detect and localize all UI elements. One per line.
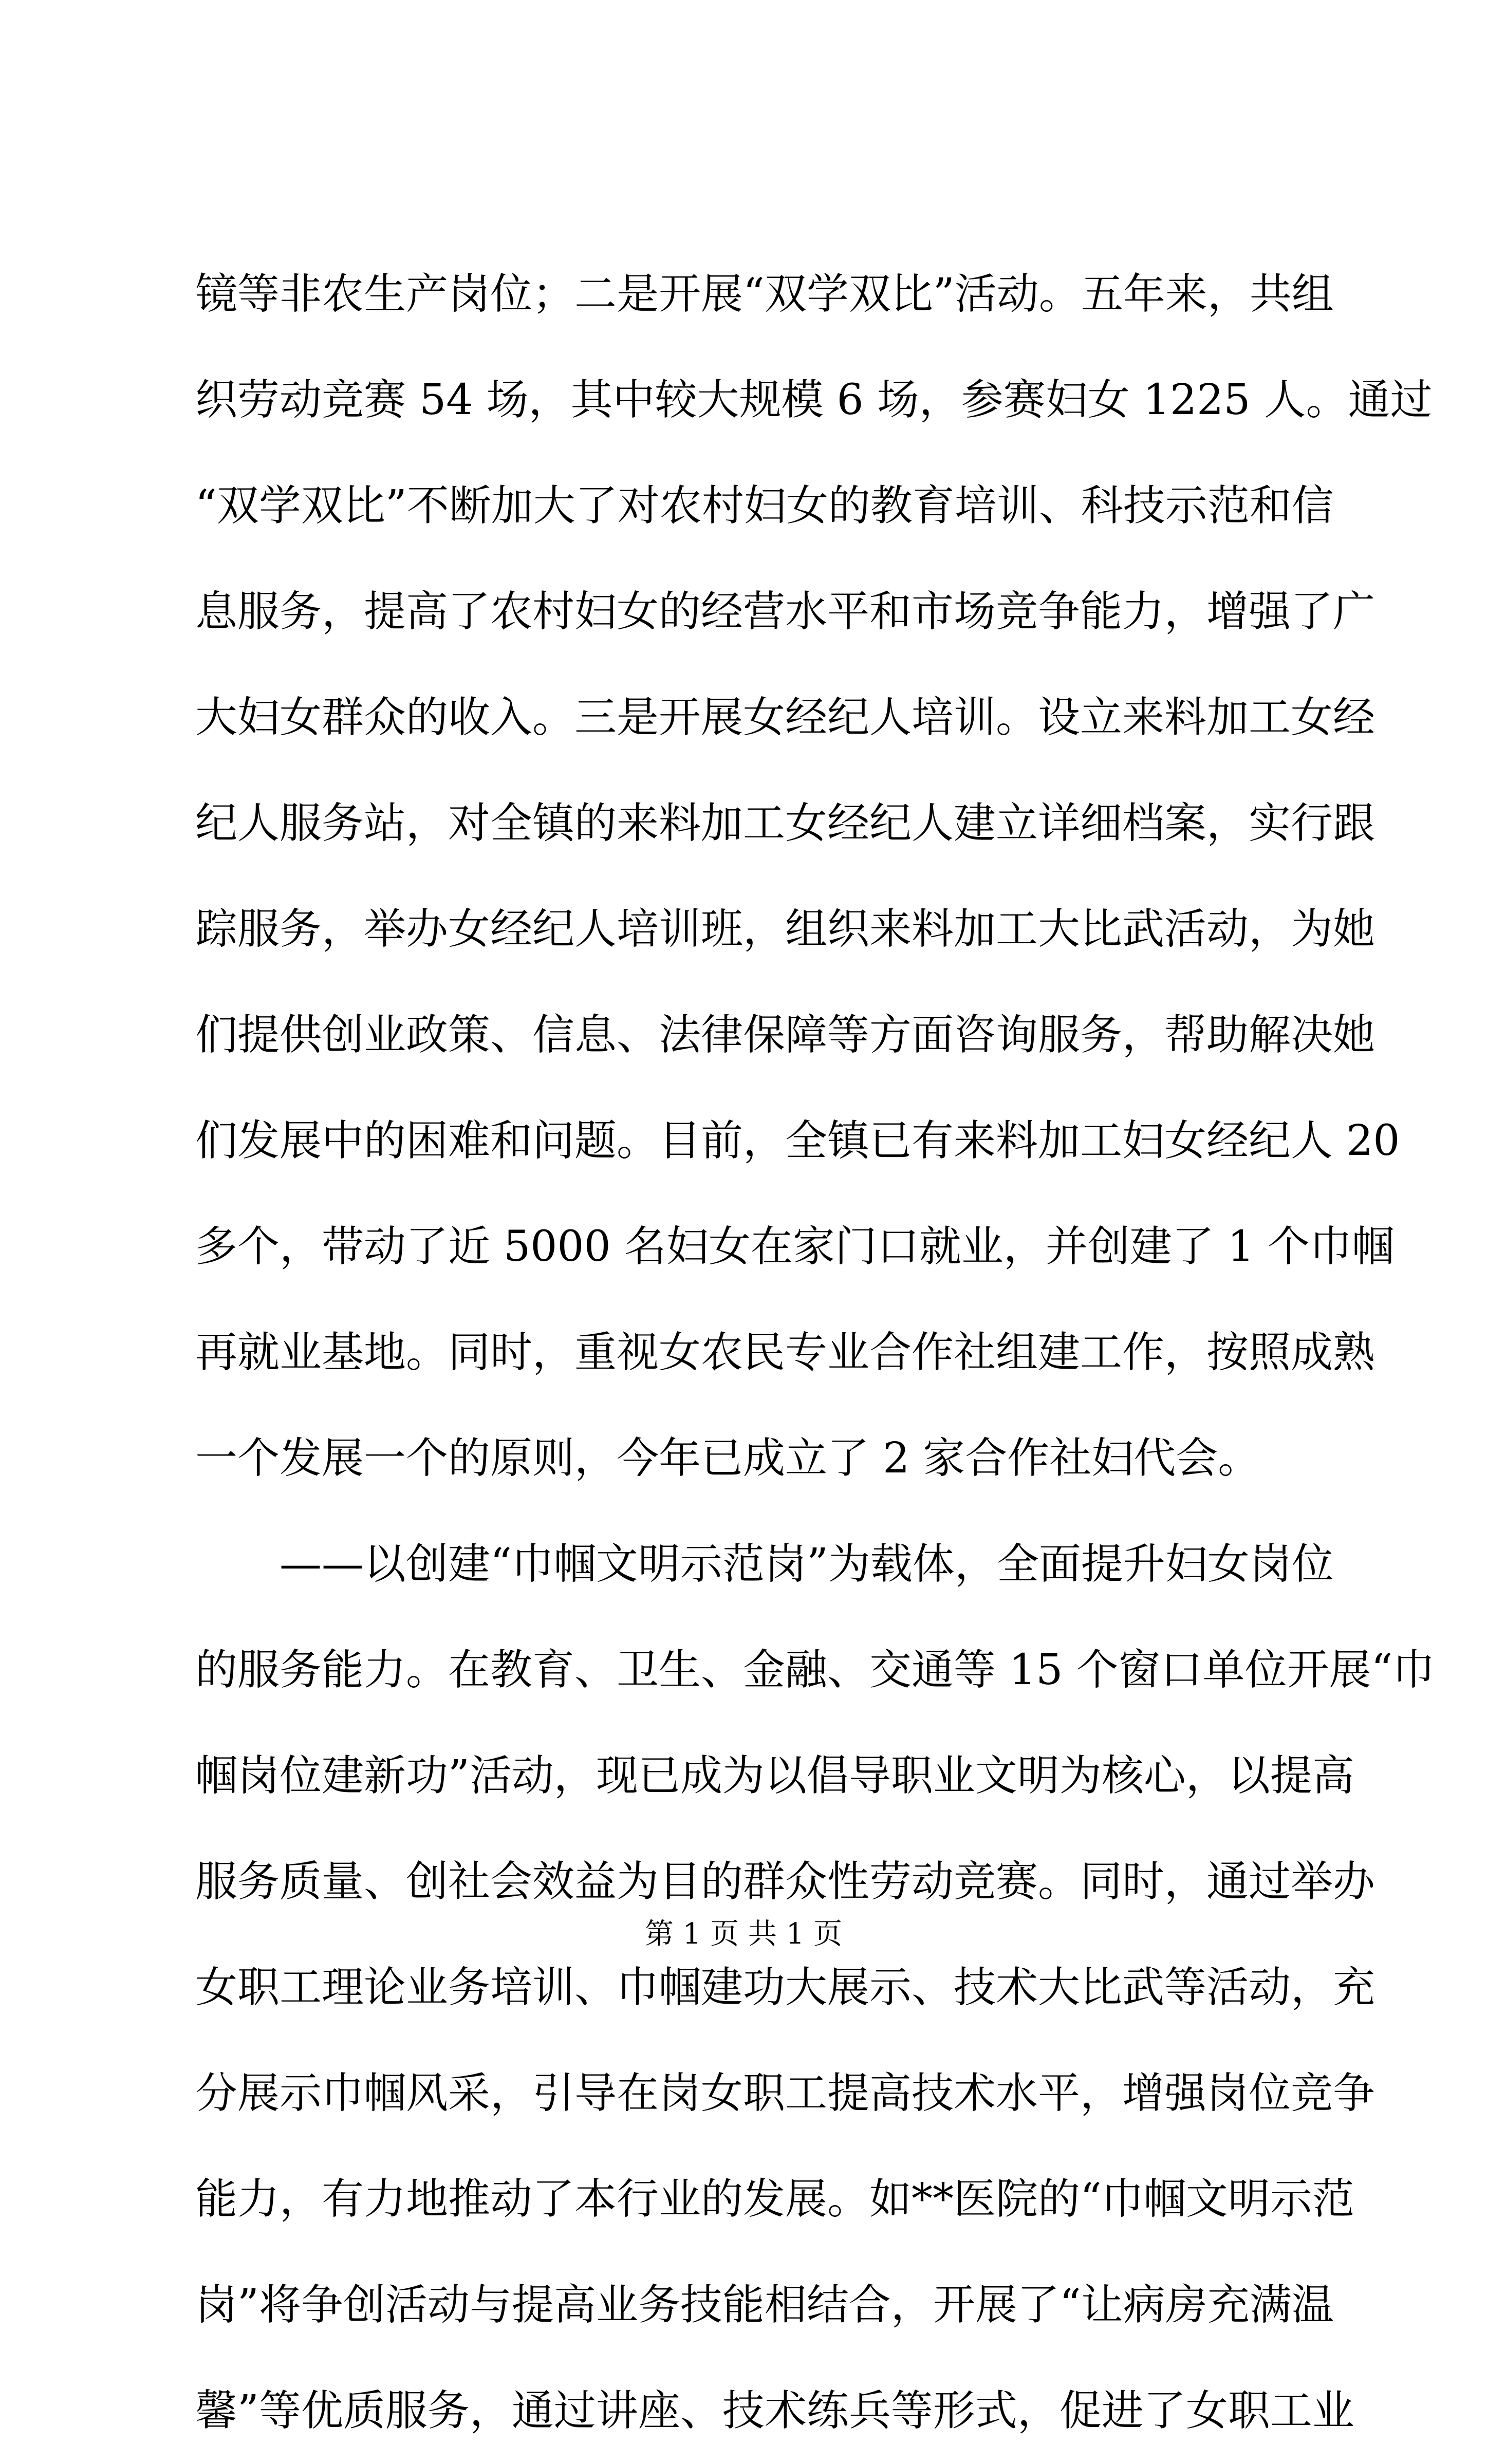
text-line: 镜等非农生产岗位；二是开展“双学双比”活动。五年来，共组 — [195, 270, 1334, 319]
text-line: 纪人服务站，对全镇的来料加工女经纪人建立详细档案，实行跟 — [195, 799, 1376, 848]
text-line: 织劳动竞赛 54 场，其中较大规模 6 场，参赛妇女 1225 人。通过 — [195, 376, 1433, 424]
text-line: 岗”将争创活动与提高业务技能相结合，开展了“让病房充满温 — [195, 2281, 1334, 2329]
text-line: 大妇女群众的收入。三是开展女经纪人培训。设立来料加工女经 — [195, 693, 1376, 742]
text-line: 能力，有力地推动了本行业的发展。如**医院的“巾帼文明示范 — [195, 2175, 1354, 2224]
text-line: ——以创建“巾帼文明示范岗”为载体，全面提升妇女岗位 — [280, 1540, 1334, 1589]
text-line: 一个发展一个的原则，今年已成立了 2 家合作社妇代会。 — [195, 1434, 1260, 1483]
text-line: 再就业基地。同时，重视女农民专业合作社组建工作，按照成熟 — [195, 1328, 1376, 1377]
text-line: 服务质量、创社会效益为目的群众性劳动竞赛。同时，通过举办 — [195, 1857, 1376, 1906]
text-line: 息服务，提高了农村妇女的经营水平和市场竞争能力，增强了广 — [195, 587, 1376, 636]
text-line: 们发展中的困难和问题。目前，全镇已有来料加工妇女经纪人 20 — [195, 1116, 1400, 1165]
text-line: “双学双比”不断加大了对农村妇女的教育培训、科技示范和信 — [195, 481, 1334, 530]
text-line: 分展示巾帼风采，引导在岗女职工提高技术水平，增强岗位竞争 — [195, 2069, 1376, 2118]
text-line: 女职工理论业务培训、巾帼建功大展示、技术大比武等活动，充 — [195, 1963, 1376, 2012]
body-text — [195, 241, 1435, 2464]
text-line: 踪服务，举办女经纪人培训班，组织来料加工大比武活动，为她 — [195, 905, 1376, 954]
text-line: 帼岗位建新功”活动，现已成为以倡导职业文明为核心，以提高 — [195, 1751, 1354, 1800]
text-line: 多个，带动了近 5000 名妇女在家门口就业，并创建了 1 个巾帼 — [195, 1222, 1395, 1271]
text-line: 的服务能力。在教育、卫生、金融、交通等 15 个窗口单位开展“巾 — [195, 1646, 1435, 1694]
text-line: 们提供创业政策、信息、法律保障等方面咨询服务，帮助解决她 — [195, 1011, 1376, 1059]
text-line: 馨”等优质服务，通过讲座、技术练兵等形式，促进了女职工业 — [195, 2386, 1354, 2435]
page-footer: 第 1 页 共 1 页 — [644, 1917, 843, 1951]
